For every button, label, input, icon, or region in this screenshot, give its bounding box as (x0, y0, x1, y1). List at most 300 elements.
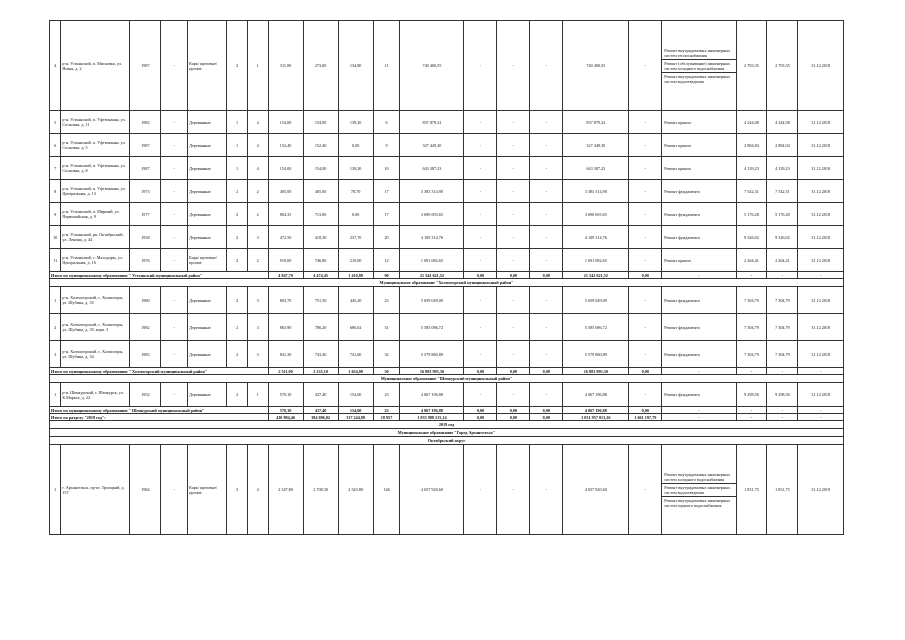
cell-addr: р-н. Устьянский, с. Малодоры, ул. Центральная, д. 16 (61, 249, 130, 272)
cell-a: 405,00 (268, 180, 303, 203)
empty-cell: - (161, 287, 188, 314)
cell-d: 23 (373, 287, 400, 314)
cell-p1: 7 304,79 (736, 314, 767, 341)
cell-a: 472,50 (268, 226, 303, 249)
work-item: Ремонт фундамента (664, 297, 700, 303)
cell-works (662, 314, 736, 341)
cell-wall: Карк/ щитовые/прочие (188, 21, 227, 111)
cell-j: - (629, 341, 662, 368)
cell-n: 6 (50, 134, 61, 157)
total-row (50, 368, 844, 375)
cell-j: - (629, 287, 662, 314)
total-d: 18 957 (373, 414, 400, 421)
cell-p1: 9 298,56 (736, 383, 767, 407)
cell-c: 237,70 (338, 226, 373, 249)
cell-year: 1987 (130, 134, 161, 157)
cell-g: - (497, 341, 530, 368)
cell-n: 5 (50, 111, 61, 134)
cell-en: 1 (247, 383, 268, 407)
cell-d: 146 (373, 445, 400, 535)
cell-p1: 4 244,08 (736, 111, 767, 134)
cell-addr: р-н. Устьянский, п. Мирный, ул. Первомайская, д. 9 (61, 203, 130, 226)
cell-i: 3 383 314,90 (563, 180, 629, 203)
cell-g: - (497, 203, 530, 226)
cell-b: 418,30 (303, 226, 338, 249)
total-f: 0,00 (464, 414, 497, 421)
cell-b: 152,40 (303, 134, 338, 157)
total-g: 0,00 (497, 407, 530, 414)
cell-b: 273,00 (303, 21, 338, 111)
cell-addr: г. Архангельск, пр-кт. Троицкий, д. 157 (61, 445, 130, 535)
cell-d: 10 (373, 157, 400, 180)
cell-fl: 2 (227, 249, 248, 272)
empty-cell: - (161, 21, 188, 111)
empty-cell: - (798, 368, 844, 375)
total-j: 0,00 (629, 368, 662, 375)
total-f: 0,00 (464, 368, 497, 375)
total-c: 317 244,88 (338, 414, 373, 421)
cell-en: 4 (247, 157, 268, 180)
empty-cell: - (767, 368, 798, 375)
cell-wall: Деревянные (188, 383, 227, 407)
cell-e: 5 579 860,89 (400, 341, 464, 368)
total-d: 90 (373, 272, 400, 279)
cell-year: 1938 (130, 226, 161, 249)
district-header-title: Октябрьский округ (50, 437, 844, 445)
cell-en: 2 (247, 203, 268, 226)
cell-h: - (530, 21, 563, 111)
total-g: 0,00 (497, 414, 530, 421)
work-item: Ремонт крыши (664, 257, 691, 263)
cell-wall: Деревянные (188, 157, 227, 180)
cell-p1: 7 304,79 (736, 341, 767, 368)
cell-d: 23 (373, 383, 400, 407)
cell-e: 1 691 082,65 (400, 249, 464, 272)
cell-n: 1 (50, 287, 61, 314)
cell-i: 5 585 086,72 (563, 314, 629, 341)
cell-n: 1 (50, 445, 61, 535)
cell-n: 9 (50, 203, 61, 226)
work-item: Ремонт внутридомовых инженерных систем водоотведения (662, 483, 735, 496)
cell-p1: 2 703,35 (736, 21, 767, 111)
cell-p2: 7 304,79 (767, 314, 798, 341)
table-row (50, 21, 844, 111)
cell-wall: Деревянные (188, 134, 227, 157)
cell-addr: р-н. Холмогорский, с. Холмогоры, ул. Шубина, д. 34 (61, 341, 130, 368)
cell-dt: 31.12.2018 (798, 180, 844, 203)
cell-wall: Деревянные (188, 341, 227, 368)
cell-h: - (530, 180, 563, 203)
cell-en: 1 (247, 21, 268, 111)
cell-a: 910,00 (268, 249, 303, 272)
cell-dt: 31.12.2018 (798, 383, 844, 407)
cell-a: 841,30 (268, 341, 303, 368)
cell-addr: р-н. Устьянский, п. Уфтюжанка, ул. Сосновая, д. 11 (61, 111, 130, 134)
cell-works (662, 157, 736, 180)
empty-cell: - (161, 445, 188, 535)
total-h: 0,00 (530, 272, 563, 279)
cell-c: 0,00 (338, 203, 373, 226)
cell-a: 570,10 (268, 383, 303, 407)
cell-dt: 31.12.2018 (798, 111, 844, 134)
cell-wall: Деревянные (188, 314, 227, 341)
section-header (50, 279, 844, 287)
total-label: Итого по муниципальному образованию " Холмогорский муниципальный район" (50, 368, 269, 375)
cell-b: 154,00 (303, 157, 338, 180)
cell-a: 152,40 (268, 134, 303, 157)
total-i: 16 883 995,30 (563, 368, 629, 375)
cell-e: 5 659 049,09 (400, 287, 464, 314)
cell-p1: 9 326,02 (736, 226, 767, 249)
total-a: 4 847,70 (268, 272, 303, 279)
empty-cell: - (798, 407, 844, 414)
cell-a: 803,70 (268, 287, 303, 314)
cell-e: 3 690 693,65 (400, 203, 464, 226)
cell-f: - (464, 134, 497, 157)
total-b: 384 096,02 (303, 414, 338, 421)
table-row (50, 157, 844, 180)
table-row (50, 180, 844, 203)
cell-dt: 31.12.2018 (798, 226, 844, 249)
empty-cell: - (161, 383, 188, 407)
cell-addr: р-н. Устьянский, рп. Октябрьский, ул. Ленина, д. 44 (61, 226, 130, 249)
table-row (50, 203, 844, 226)
cell-f: - (464, 111, 497, 134)
cell-p1: 4 139,23 (736, 157, 767, 180)
cell-year: 1984 (130, 445, 161, 535)
cell-works (662, 226, 736, 249)
year-header (50, 421, 844, 429)
work-item: Ремонт фундамента (664, 392, 700, 397)
cell-en: 2 (247, 180, 268, 203)
cell-p2: 1 831,75 (767, 445, 798, 535)
cell-en: 3 (247, 287, 268, 314)
cell-en: 3 (247, 341, 268, 368)
cell-fl: 2 (227, 180, 248, 203)
cell-j: - (629, 226, 662, 249)
cell-c: 686,02 (338, 314, 373, 341)
work-item: Ремонт (обслуживание) инженерных систем холодного водоснабжения (662, 59, 735, 72)
cell-fl: 1 (227, 134, 248, 157)
cell-addr: р-н. Устьянский, п. Мисковка, ул. Новая, д. 2 (61, 21, 130, 111)
work-item: Ремонт фундамента (664, 211, 700, 217)
cell-d: 20 (373, 226, 400, 249)
cell-f: - (464, 249, 497, 272)
cell-p2: 2 264,41 (767, 249, 798, 272)
district-header (50, 437, 844, 445)
empty-cell: - (767, 414, 798, 421)
cell-j: - (629, 249, 662, 272)
cell-n: 3 (50, 341, 61, 368)
total-label: Итого по муниципальному образованию " Шенкурский муниципальный район" (50, 407, 269, 414)
cell-i: 3 690 693,65 (563, 203, 629, 226)
total-c: 1 654,00 (338, 368, 373, 375)
empty-cell: - (798, 414, 844, 421)
cell-b: 154,00 (303, 111, 338, 134)
cell-wall: Деревянные (188, 287, 227, 314)
empty-cell: - (662, 414, 736, 421)
cell-en: 3 (247, 226, 268, 249)
total-b: 437,40 (303, 407, 338, 414)
total-g: 0,00 (497, 272, 530, 279)
total-row (50, 414, 844, 421)
cell-j: - (629, 134, 662, 157)
total-i: 4 067 196,88 (563, 407, 629, 414)
cell-works (662, 249, 736, 272)
cell-e: 643 387,23 (400, 157, 464, 180)
cell-c: 154,60 (338, 383, 373, 407)
work-item: Ремонт фундамента (664, 234, 700, 240)
cell-n: 8 (50, 180, 61, 203)
empty-cell: - (736, 414, 767, 421)
total-b: 4 474,45 (303, 272, 338, 279)
cell-e: 4 109 314,76 (400, 226, 464, 249)
total-e: 1 035 988 215,14 (400, 414, 464, 421)
cell-h: - (530, 157, 563, 180)
cell-h: - (530, 445, 563, 535)
cell-dt: 31.12.2018 (798, 203, 844, 226)
cell-wall: Деревянные (188, 203, 227, 226)
empty-cell: - (736, 272, 767, 279)
cell-p2: 9 326,02 (767, 226, 798, 249)
cell-c: 741,60 (338, 341, 373, 368)
cell-addr: р-н. Устьянский, п. Уфтюжанка, ул. Сосновая, д. 8 (61, 157, 130, 180)
section-header (50, 429, 844, 437)
cell-f: - (464, 341, 497, 368)
cell-j: - (629, 21, 662, 111)
cell-en: 4 (247, 134, 268, 157)
cell-p2: 9 298,56 (767, 383, 798, 407)
cell-n: 7 (50, 157, 61, 180)
cell-f: - (464, 157, 497, 180)
cell-addr: р-н. Холмогорский, с. Холмогоры, ул. Шубина, д. 35, корп. 3 (61, 314, 130, 341)
total-row (50, 407, 844, 414)
cell-p1: 7 542,31 (736, 180, 767, 203)
cell-b: 786,20 (303, 314, 338, 341)
work-item: Ремонт крыши (664, 119, 691, 125)
cell-wall: Деревянные (188, 180, 227, 203)
cell-i: 5 659 049,09 (563, 287, 629, 314)
table-row (50, 111, 844, 134)
empty-cell: - (161, 180, 188, 203)
empty-cell: - (736, 407, 767, 414)
cell-fl: 2 (227, 341, 248, 368)
cell-c: 210,00 (338, 249, 373, 272)
cell-g: - (497, 21, 530, 111)
cell-fl: 1 (227, 111, 248, 134)
empty-cell: - (161, 249, 188, 272)
cell-e: 3 383 314,90 (400, 180, 464, 203)
cell-g: - (497, 314, 530, 341)
empty-cell: - (767, 407, 798, 414)
table-row (50, 226, 844, 249)
cell-f: - (464, 314, 497, 341)
cell-c: 139,20 (338, 157, 373, 180)
cell-j: - (629, 180, 662, 203)
cell-fl: 3 (227, 445, 248, 535)
empty-cell: - (161, 226, 188, 249)
cell-f: - (464, 287, 497, 314)
table-row (50, 445, 844, 535)
cell-fl: 2 (227, 314, 248, 341)
cell-d: 9 (373, 134, 400, 157)
cell-d: 12 (373, 249, 400, 272)
year-header-title: 2019 год (50, 421, 844, 429)
total-b: 2 235,10 (303, 368, 338, 375)
cell-p2: 2 703,35 (767, 21, 798, 111)
work-item: Ремонт внутридомовых инженерных систем горячего водоснабжения (662, 496, 735, 509)
cell-p1: 5 176,28 (736, 203, 767, 226)
cell-a: 154,00 (268, 157, 303, 180)
cell-dt: 31.12.2019 (798, 445, 844, 535)
total-h: 0,00 (530, 414, 563, 421)
cell-b: 437,40 (303, 383, 338, 407)
cell-c: 139,20 (338, 111, 373, 134)
total-j: 0,00 (629, 272, 662, 279)
cell-f: - (464, 21, 497, 111)
empty-cell: - (161, 157, 188, 180)
cell-h: - (530, 226, 563, 249)
cell-en: 3 (247, 314, 268, 341)
table-row (50, 341, 844, 368)
cell-i: 5 579 860,89 (563, 341, 629, 368)
cell-b: 405,00 (303, 180, 338, 203)
cell-e: 4 067 196,88 (400, 383, 464, 407)
empty-cell: - (767, 272, 798, 279)
total-d: 23 (373, 407, 400, 414)
empty-cell: - (161, 341, 188, 368)
cell-p1: 2 884,84 (736, 134, 767, 157)
empty-cell: - (662, 407, 736, 414)
cell-i: 643 387,23 (563, 157, 629, 180)
cell-fl: 2 (227, 226, 248, 249)
cell-d: 17 (373, 180, 400, 203)
cell-dt: 31.12.2018 (798, 287, 844, 314)
cell-dt: 31.12.2018 (798, 157, 844, 180)
cell-h: - (530, 111, 563, 134)
cell-year: 1977 (130, 203, 161, 226)
cell-j: - (629, 111, 662, 134)
empty-cell: - (662, 272, 736, 279)
table-row (50, 134, 844, 157)
cell-j: - (629, 383, 662, 407)
cell-f: - (464, 445, 497, 535)
section-header (50, 375, 844, 383)
empty-cell: - (736, 368, 767, 375)
cell-c: 445,20 (338, 287, 373, 314)
cell-fl: 2 (227, 21, 248, 111)
total-e: 21 542 621,52 (400, 272, 464, 279)
section-header-title: Муниципальное образование "Город Архангельск" (50, 429, 844, 437)
cell-fl: 1 (227, 157, 248, 180)
cell-works (662, 111, 736, 134)
cell-g: - (497, 111, 530, 134)
work-item: Ремонт внутридомовых инженерных систем холодного водоснабжения (664, 471, 731, 482)
total-label: Итого по разделу "2018 год": (50, 414, 269, 421)
cell-h: - (530, 341, 563, 368)
total-h: 0,00 (530, 407, 563, 414)
empty-cell: - (798, 272, 844, 279)
cell-addr: р-н. Устьянский, п. Уфтюжанка, ул. Центральная, д. 13 (61, 180, 130, 203)
empty-cell: - (161, 134, 188, 157)
cell-h: - (530, 383, 563, 407)
total-f: 0,00 (464, 407, 497, 414)
cell-p1: 2 264,41 (736, 249, 767, 272)
table-row (50, 287, 844, 314)
cell-addr: р-н. Шенкурский, г. Шенкурск, ул. К.Маркса, д. 22 (61, 383, 130, 407)
total-j: 0,00 (629, 407, 662, 414)
cell-b: 743,40 (303, 341, 338, 368)
cell-works (662, 134, 736, 157)
cell-year: 1983 (130, 341, 161, 368)
table-row (50, 249, 844, 272)
cell-g: - (497, 445, 530, 535)
cell-dt: 31.12.2018 (798, 134, 844, 157)
cell-i: 837 879,32 (563, 111, 629, 134)
cell-works (662, 341, 736, 368)
cell-g: - (497, 180, 530, 203)
cell-i: 4 067 196,88 (563, 383, 629, 407)
cell-year: 1987 (130, 157, 161, 180)
cell-g: - (497, 226, 530, 249)
total-label: Итого по муниципальному образованию " Устьянский муниципальный район" (50, 272, 269, 279)
work-item: Ремонт фундамента (664, 324, 700, 330)
cell-e: 5 585 086,72 (400, 314, 464, 341)
cell-fl: 2 (227, 383, 248, 407)
cell-wall: Деревянные (188, 226, 227, 249)
cell-g: - (497, 134, 530, 157)
table-row (50, 314, 844, 341)
total-c: 1 410,80 (338, 272, 373, 279)
cell-wall: Карк/ щитовые/прочие (188, 249, 227, 272)
cell-g: - (497, 157, 530, 180)
section-header-title: Муниципальное образование "Холмогорский муниципальный район" (50, 279, 844, 287)
empty-cell: - (161, 314, 188, 341)
cell-h: - (530, 249, 563, 272)
total-g: 0,00 (497, 368, 530, 375)
cell-e: 740 400,55 (400, 21, 464, 111)
cell-d: 32 (373, 341, 400, 368)
cell-b: 751,50 (303, 287, 338, 314)
cell-e: 837 879,32 (400, 111, 464, 134)
cell-e: 327 449,30 (400, 134, 464, 157)
work-item: Ремонт фундамента (664, 351, 700, 357)
cell-i: 4 109 314,76 (563, 226, 629, 249)
cell-h: - (530, 287, 563, 314)
total-e: 16 883 995,30 (400, 368, 464, 375)
cell-f: - (464, 203, 497, 226)
cell-d: 6 (373, 111, 400, 134)
cell-year: 1982 (130, 111, 161, 134)
work-item: Ремонт крыши (664, 165, 691, 171)
total-a: 430 884,46 (268, 414, 303, 421)
cell-e: 4 657 920,60 (400, 445, 464, 535)
cell-p2: 7 304,79 (767, 341, 798, 368)
cell-wall: Карк/ щитовые/прочие (188, 445, 227, 535)
cell-f: - (464, 180, 497, 203)
cell-fl: 2 (227, 287, 248, 314)
cell-p2: 4 244,08 (767, 111, 798, 134)
table-row (50, 383, 844, 407)
cell-c: 134,80 (338, 21, 373, 111)
cell-f: - (464, 383, 497, 407)
cell-dt: 31.12.2018 (798, 314, 844, 341)
total-i: 1 031 957 013,26 (563, 414, 629, 421)
total-e: 4 067 196,88 (400, 407, 464, 414)
cell-year: 1973 (130, 180, 161, 203)
cell-h: - (530, 203, 563, 226)
total-i: 21 542 621,52 (563, 272, 629, 279)
